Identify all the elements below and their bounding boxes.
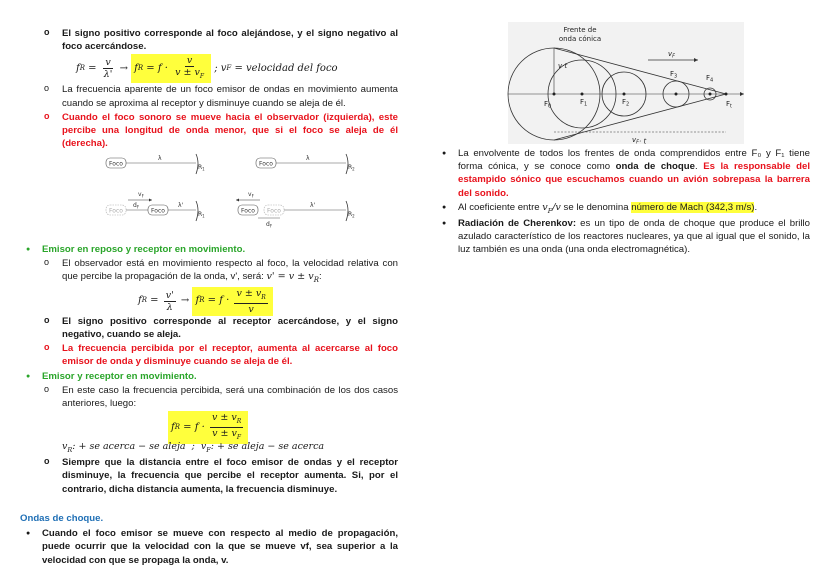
- f2-label: $F_2$: [622, 98, 630, 108]
- f4-label: $F_4$: [706, 74, 714, 84]
- r1-label-top: $R_1$: [198, 163, 205, 172]
- dp-label: $d_F$: [133, 201, 140, 210]
- foco-label: Foco: [259, 160, 273, 168]
- conical-front-label-2: onda cónica: [558, 35, 602, 43]
- section4-item-1: ● Cuando el foco emisor se mueve con respecto al medio de propagación, puede ocurrir que la velocidad con la que se mueve vf, sea superior a la velocidad con que se propaga la onda, v.: [20, 527, 398, 567]
- left-column: [20, 26, 398, 568]
- intro-item-2: o La frecuencia aparente de un foco emisor de ondas en movimiento aumenta cuando se aproxima al receptor y disminuye cuando se aleja de él.: [20, 83, 398, 109]
- highlighted-formula-3: f R = f · $\frac{v \pm v_R}{v \pm v_F}$: [168, 411, 248, 444]
- right-item-2: ● Al coeficiente entre $v_F/v$ se le denomina número de Mach (342,3 m/s).: [436, 201, 810, 216]
- vt-label: v·t: [558, 62, 568, 70]
- mach-number-highlight: número de Mach (342,3 m/s): [631, 201, 755, 213]
- section2-item-2: o El signo positivo corresponde al receptor acercándose, y el signo negativo, cuando se aleja.: [20, 315, 398, 341]
- section2-item-3: o La frecuencia percibida por el receptor, aumenta al acercarse al foco emisor de onda y disminuye cuando se aleja de él.: [20, 342, 398, 368]
- doppler-figure: [20, 152, 398, 242]
- right-column: [436, 18, 810, 258]
- lambda-prime-label: λ': [310, 201, 316, 209]
- f0-label: $F_0$: [544, 100, 552, 110]
- section-receptor-moving-title: ● Emisor en reposo y receptor en movimiento.: [20, 243, 398, 256]
- dp-label: $d_F$: [266, 220, 273, 229]
- intro-item-1-text: El signo positivo corresponde al foco alejándose, y el signo negativo al foco acercándose.: [62, 28, 398, 53]
- highlighted-formula-1: f R = f · $\frac{v}{v \pm v_F}$: [131, 54, 211, 83]
- foco-ghost-label: Foco: [109, 207, 123, 215]
- f1-label: $F_1$: [580, 98, 588, 108]
- equation-both-moving: [20, 411, 398, 440]
- foco-label: Foco: [241, 207, 255, 215]
- equation-focus-moving: f R = $\frac{v}{\lambda'}$ → f R = f · $\frac{v}{v \pm v_F}$ ; v F = velocidad del foco: [20, 54, 398, 82]
- r1-label-bottom: $R_1$: [198, 210, 205, 219]
- foco-ghost-label: Foco: [267, 207, 281, 215]
- ft-label: $F_t$: [726, 100, 732, 110]
- highlighted-formula-2: f R = f · $\frac{v \pm v_R}{v}$: [192, 287, 272, 316]
- section3-item-2: o Siempre que la distancia entre el foco emisor de ondas y el receptor disminuye, la frecuencia que percibe el receptor aumenta. Si, por el contrario, dicha distancia aumenta, la frecuencia disminuye.: [20, 456, 398, 496]
- sign-legend: $v_R$: + se acerca − se aleja ; $v_F$: + se aleja − se acerca: [62, 441, 325, 455]
- vft-label: $v_F\cdot t$: [632, 136, 647, 146]
- doppler-diagram: [20, 152, 398, 242]
- intro-item-3: o Cuando el foco sonoro se mueve hacia el observador (izquierda), este percibe una longitud de onda menor, que si el foco se aleja de él (derecha).: [20, 111, 398, 151]
- section-shock-wave-title: Ondas de choque.: [20, 512, 104, 524]
- section-both-moving-title: ● Emisor y receptor en movimiento.: [20, 370, 398, 383]
- shock-wave-figure: [436, 18, 810, 146]
- foco-label: Foco: [151, 207, 165, 215]
- lambda-prime-label: λ': [178, 201, 184, 209]
- figure-background: [508, 22, 744, 144]
- vf-label: $v_F$: [668, 50, 676, 60]
- r2-label-bottom: $R_2$: [348, 210, 355, 219]
- foco-label: Foco: [109, 160, 123, 168]
- conical-front-label: Frente de: [563, 26, 597, 34]
- intro-item-1: [20, 27, 398, 53]
- section3-item-1: o En este caso la frecuencia percibida, será una combinación de los dos casos anteriores, luego:: [20, 384, 398, 410]
- vf-label: $v_F$: [248, 190, 254, 199]
- lambda-label: λ: [306, 154, 310, 162]
- shock-wave-diagram: [436, 18, 810, 146]
- lambda-label: λ: [158, 154, 162, 162]
- right-item-3: ● Radiación de Cherenkov: es un tipo de onda de choque que produce el brillo azulado característico de los reactores nucleares, ya que al igual que el sonido, la luz también es una onda (una onda electromagnética).: [436, 217, 810, 257]
- equation-receptor-moving: f R = $\frac{v'}{\lambda}$ → f R = f · $\frac{v \pm v_R}{v}$: [20, 287, 398, 314]
- right-item-1: ● La envolvente de todos los frentes de onda comprendidos entre F₀ y F₁ tiene forma cónica, y se conoce como onda de choque. Es la responsable del estampido sónico que escuchamos cuando un avión sobrepasa la barrera del sonido.: [436, 147, 810, 200]
- r2-label-top: $R_2$: [348, 163, 355, 172]
- f3-label: $F_3$: [670, 70, 678, 80]
- section2-item-1: o El observador está en movimiento respecto al foco, la velocidad relativa con que percibe la propagación de la onda, v', será: $v' = v \pm v_R$:: [20, 257, 398, 286]
- vf-label: $v_F$: [138, 190, 144, 199]
